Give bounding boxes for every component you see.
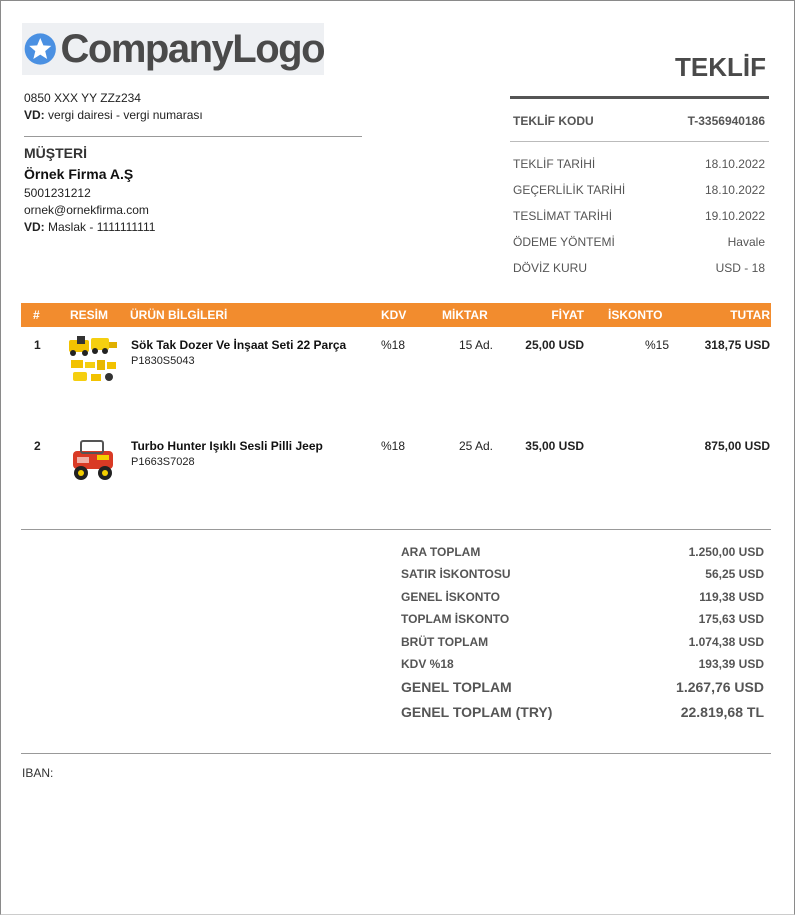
row-price: 25,00 USD xyxy=(525,338,584,352)
grand-total-row: GENEL TOPLAM 1.267,76 USD xyxy=(401,679,764,696)
quote-code xyxy=(513,114,765,128)
divider xyxy=(21,753,771,754)
quote-code-value: T-3356940186 xyxy=(687,114,765,128)
totals-row: ARA TOPLAM 1.250,00 USD xyxy=(401,545,764,559)
totals-row: SATIR İSKONTOSU 56,25 USD xyxy=(401,567,764,582)
col-vat: KDV xyxy=(381,308,407,322)
company-logo xyxy=(22,23,324,75)
divider xyxy=(24,136,362,137)
divider xyxy=(510,141,769,142)
row-number: 2 xyxy=(34,439,41,453)
totals-row: BRÜT TOPLAM 1.074,38 USD xyxy=(401,634,764,649)
quote-code-label: TEKLİF KODU xyxy=(513,114,594,128)
row-total: 875,00 USD xyxy=(704,439,770,453)
row-vat: %18 xyxy=(381,439,406,453)
row-price: 35,00 USD xyxy=(525,439,584,453)
product-name: Sök Tak Dozer Ve İnşaat Seti 22 Parça xyxy=(131,338,347,352)
table-row xyxy=(21,338,771,408)
toy-jeep-image xyxy=(67,435,119,487)
meta-row: TEKLİF TARİHİ 18.10.2022 xyxy=(513,157,765,171)
totals-row: TOPLAM İSKONTO 175,63 USD xyxy=(401,612,764,627)
meta-row: ÖDEME YÖNTEMİ Havale xyxy=(513,235,765,249)
grand-total-try-row: GENEL TOPLAM (TRY) 22.819,68 TL xyxy=(401,704,764,721)
divider xyxy=(21,529,771,530)
col-product: ÜRÜN BİLGİLERİ xyxy=(130,308,228,322)
col-discount: İSKONTO xyxy=(608,308,663,322)
company-tax-info: VD: vergi dairesi - vergi numarası xyxy=(24,108,203,122)
row-discount: %15 xyxy=(644,338,669,352)
col-quantity: MİKTAR xyxy=(442,308,488,322)
customer-email: ornek@ornekfirma.com xyxy=(24,203,149,217)
divider xyxy=(510,96,769,99)
col-total: TUTAR xyxy=(730,308,770,322)
col-number: # xyxy=(33,308,40,322)
meta-row: TESLİMAT TARİHİ 19.10.2022 xyxy=(513,209,765,223)
row-vat: %18 xyxy=(381,338,406,352)
row-total: 318,75 USD xyxy=(704,338,770,352)
row-quantity: 25 Ad. xyxy=(458,439,493,453)
customer-phone: 5001231212 xyxy=(24,186,91,200)
iban-label: IBAN: xyxy=(22,766,54,780)
row-quantity: 15 Ad. xyxy=(458,338,493,352)
row-number: 1 xyxy=(34,338,41,352)
totals-summary xyxy=(401,545,764,729)
construction-toy-set-image xyxy=(67,334,119,386)
meta-row: GEÇERLİLİK TARİHİ 18.10.2022 xyxy=(513,183,765,197)
product-name: Turbo Hunter Işıklı Sesli Pilli Jeep xyxy=(131,439,323,453)
totals-row: GENEL İSKONTO 119,38 USD xyxy=(401,589,764,604)
customer-info xyxy=(24,185,155,236)
customer-title: MÜŞTERİ xyxy=(24,145,87,161)
meta-row: DÖVİZ KURU USD - 18 xyxy=(513,261,765,275)
col-price: FİYAT xyxy=(551,308,584,322)
customer-name: Örnek Firma A.Ş xyxy=(24,166,134,182)
logo-text: CompanyLogo xyxy=(60,27,324,71)
table-row xyxy=(21,439,771,509)
quote-meta xyxy=(513,157,765,287)
document-title: TEKLİF xyxy=(675,52,766,82)
product-code: P1830S5043 xyxy=(131,355,195,367)
customer-tax-info: VD: Maslak - 1111111111 xyxy=(24,220,156,234)
table-header xyxy=(21,303,771,327)
product-code: P1663S7028 xyxy=(131,456,195,468)
totals-row: KDV %18 193,39 USD xyxy=(401,656,764,671)
col-image: RESİM xyxy=(70,308,109,322)
company-info xyxy=(24,90,203,124)
company-phone: 0850 XXX YY ZZz234 xyxy=(24,91,141,105)
star-icon xyxy=(24,24,57,74)
